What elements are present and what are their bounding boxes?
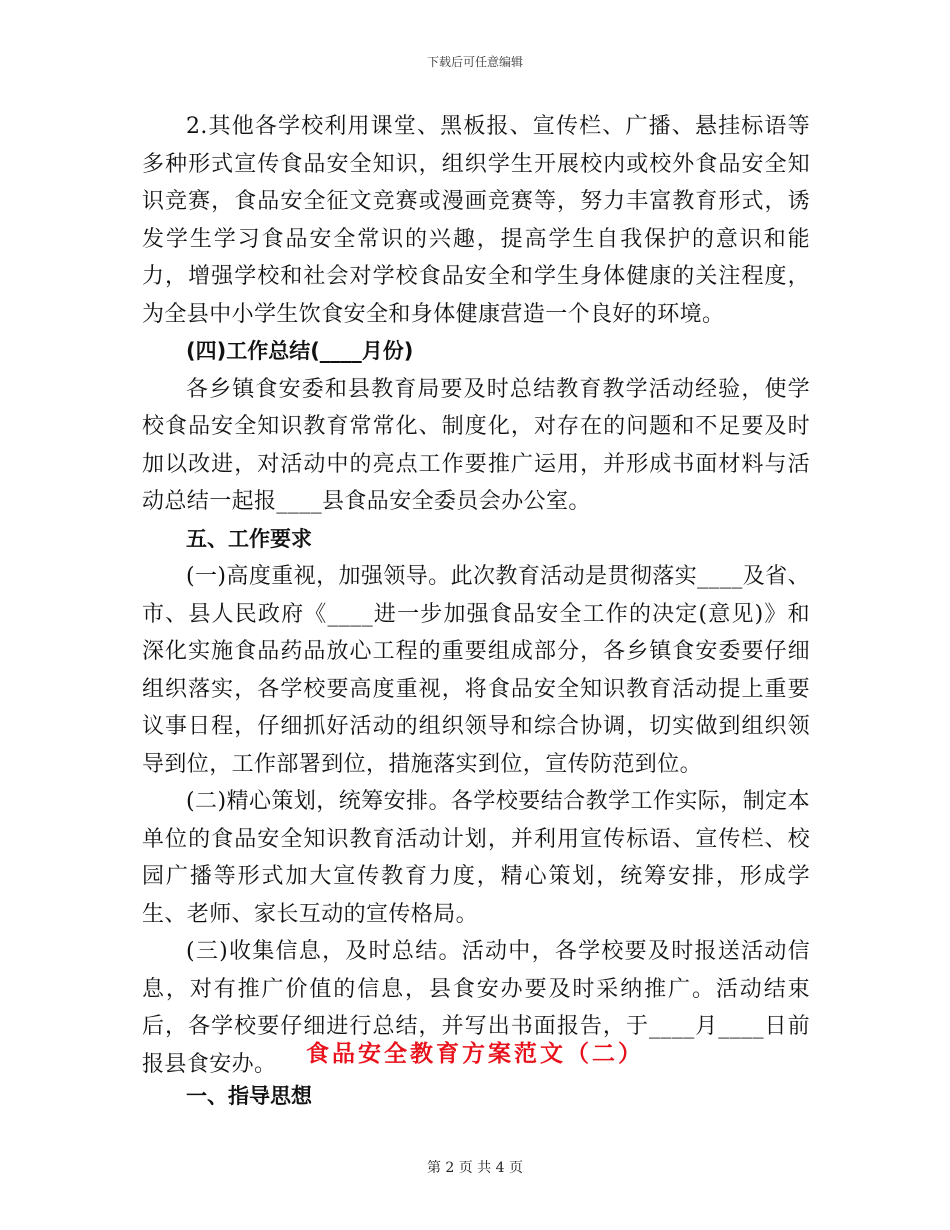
paragraph-requirement-3: (三)收集信息，及时总结。活动中，各学校要及时报送活动信息，对有推广价值的信息，县食安办要及时采纳推广。活动结束后，各学校要仔细进行总结，并写出书面报告，于____月____日前报县食安办。	[142, 939, 810, 1077]
paragraph-school-publicity: 2.其他各学校利用课堂、黑板报、宣传栏、广播、悬挂标语等多种形式宣传食品安全知识，组织学生开展校内或校外食品安全知识竞赛，食品安全征文竞赛或漫画竞赛等，努力丰富教育形式，诱发学生学习食品安全常识的兴趣，提高学生自我保护的意识和能力，增强学校和社会对学校食品安全和学生身体健康的关注程度，为全县中小学生饮食安全和身体健康营造一个良好的环境。	[142, 114, 810, 327]
paragraph-requirement-1: (一)高度重视，加强领导。此次教育活动是贯彻落实____及省、市、县人民政府《____进一步加强食品安全工作的决定(意见)》和深化实施食品药品放心工程的重要组成部分，各乡镇食安委要仔细组织落实，各学校要高度重视，将食品安全知识教育活动提上重要议事日程，仔细抓好活动的组织领导和综合协调，切实做到组织领导到位，工作部署到位，措施落实到位，宣传防范到位。	[142, 564, 810, 777]
paragraph-summary: 各乡镇食安委和县教育局要及时总结教育教学活动经验，使学校食品安全知识教育常常化、制度化，对存在的问题和不足要及时加以改进，对活动中的亮点工作要推广运用，并形成书面材料与活动总结一起报____县食品安全委员会办公室。	[142, 376, 810, 514]
heading-work-summary: (四)工作总结(____月份)	[186, 339, 414, 363]
page-number: 第 2 页 共 4 页	[426, 1160, 524, 1176]
document-title: 食品安全教育方案范文（二）	[306, 1041, 644, 1067]
document-body	[142, 108, 810, 1083]
header-note: 下载后可任意编辑	[426, 55, 523, 69]
paragraph-requirement-2: (二)精心策划，统筹安排。各学校要结合教学工作实际，制定本单位的食品安全知识教育活动计划，并利用宣传标语、宣传栏、校园广播等形式加大宣传教育力度，精心策划，统筹安排，形成学生、老师、家长互动的宣传格局。	[142, 789, 810, 927]
heading-guiding-ideology: 一、指导思想	[186, 1084, 312, 1108]
heading-work-requirements: 五、工作要求	[186, 526, 312, 551]
